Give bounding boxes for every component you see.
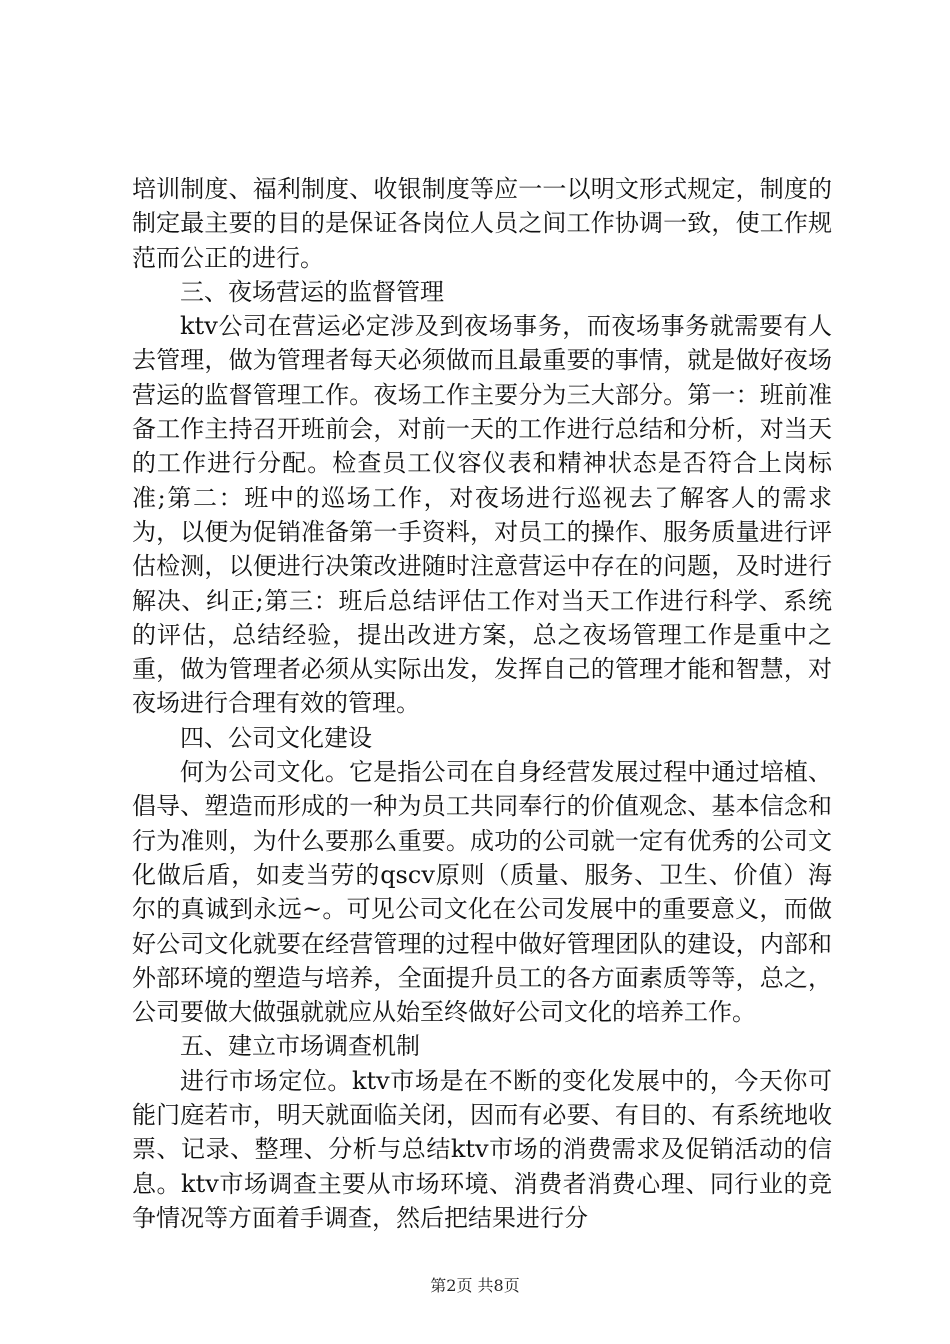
section-heading-4: 四、公司文化建设 [180, 723, 372, 752]
page-footer: 第2页 共8页 [430, 1276, 520, 1295]
paragraph-company-culture: 何为公司文化。它是指公司在自身经营发展过程中通过培植、倡导、塑造而形成的一种为员工共同奉行的价值观念、基本信念和行为准则，为什么要那么重要。成功的公司就一定有优秀的公司文化做后盾，如麦当劳的qscv原则（质量、服务、卫生、价值）海尔的真诚到永远~。可见公司文化在公司发展中的重要意义，而做好公司文化就要在经营管理的过程中做好管理团队的建设，内部和外部环境的塑造与培养，全面提升员工的各方面素质等等，总之，公司要做大做强就就应从始至终做好公司文化的培养工作。 [132, 758, 832, 1027]
paragraph-night-management: ktv公司在营运必定涉及到夜场事务，而夜场事务就需要有人去管理，做为管理者每天必须做而且最重要的事情，就是做好夜场营运的监督管理工作。夜场工作主要分为三大部分。第一：班前准备工作主持召开班前会，对前一天的工作进行总结和分析，对当天的工作进行分配。检查员工仪容仪表和精神状态是否符合上岗标准;第二：班中的巡场工作，对夜场进行巡视去了解客人的需求为，以便为促销准备第一手资料，对员工的操作、服务质量进行评估检测，以便进行决策改进随时注意营运中存在的问题，及时进行解决、纠正;第三：班后总结评估工作对当天工作进行科学、系统的评估，总结经验，提出改进方案，总之夜场管理工作是重中之重，做为管理者必须从实际出发，发挥自己的管理才能和智慧，对夜场进行合理有效的管理。 [132, 312, 832, 718]
document-body [132, 172, 832, 1235]
paragraph-continuation: 培训制度、福利制度、收银制度等应一一以明文形式规定，制度的制定最主要的目的是保证各岗位人员之间工作协调一致，使工作规范而公正的进行。 [132, 175, 832, 272]
paragraph-market-research: 进行市场定位。ktv市场是在不断的变化发展中的，今天你可能门庭若市，明天就面临关闭，因而有必要、有目的、有系统地收票、记录、整理、分析与总结ktv市场的消费需求及促销活动的信息。ktv市场调查主要从市场环境、消费者消费心理、同行业的竞争情况等方面着手调查，然后把结果进行分 [132, 1066, 832, 1232]
section-heading-3: 三、夜场营运的监督管理 [180, 277, 444, 306]
section-heading-5: 五、建立市场调查机制 [180, 1032, 420, 1061]
